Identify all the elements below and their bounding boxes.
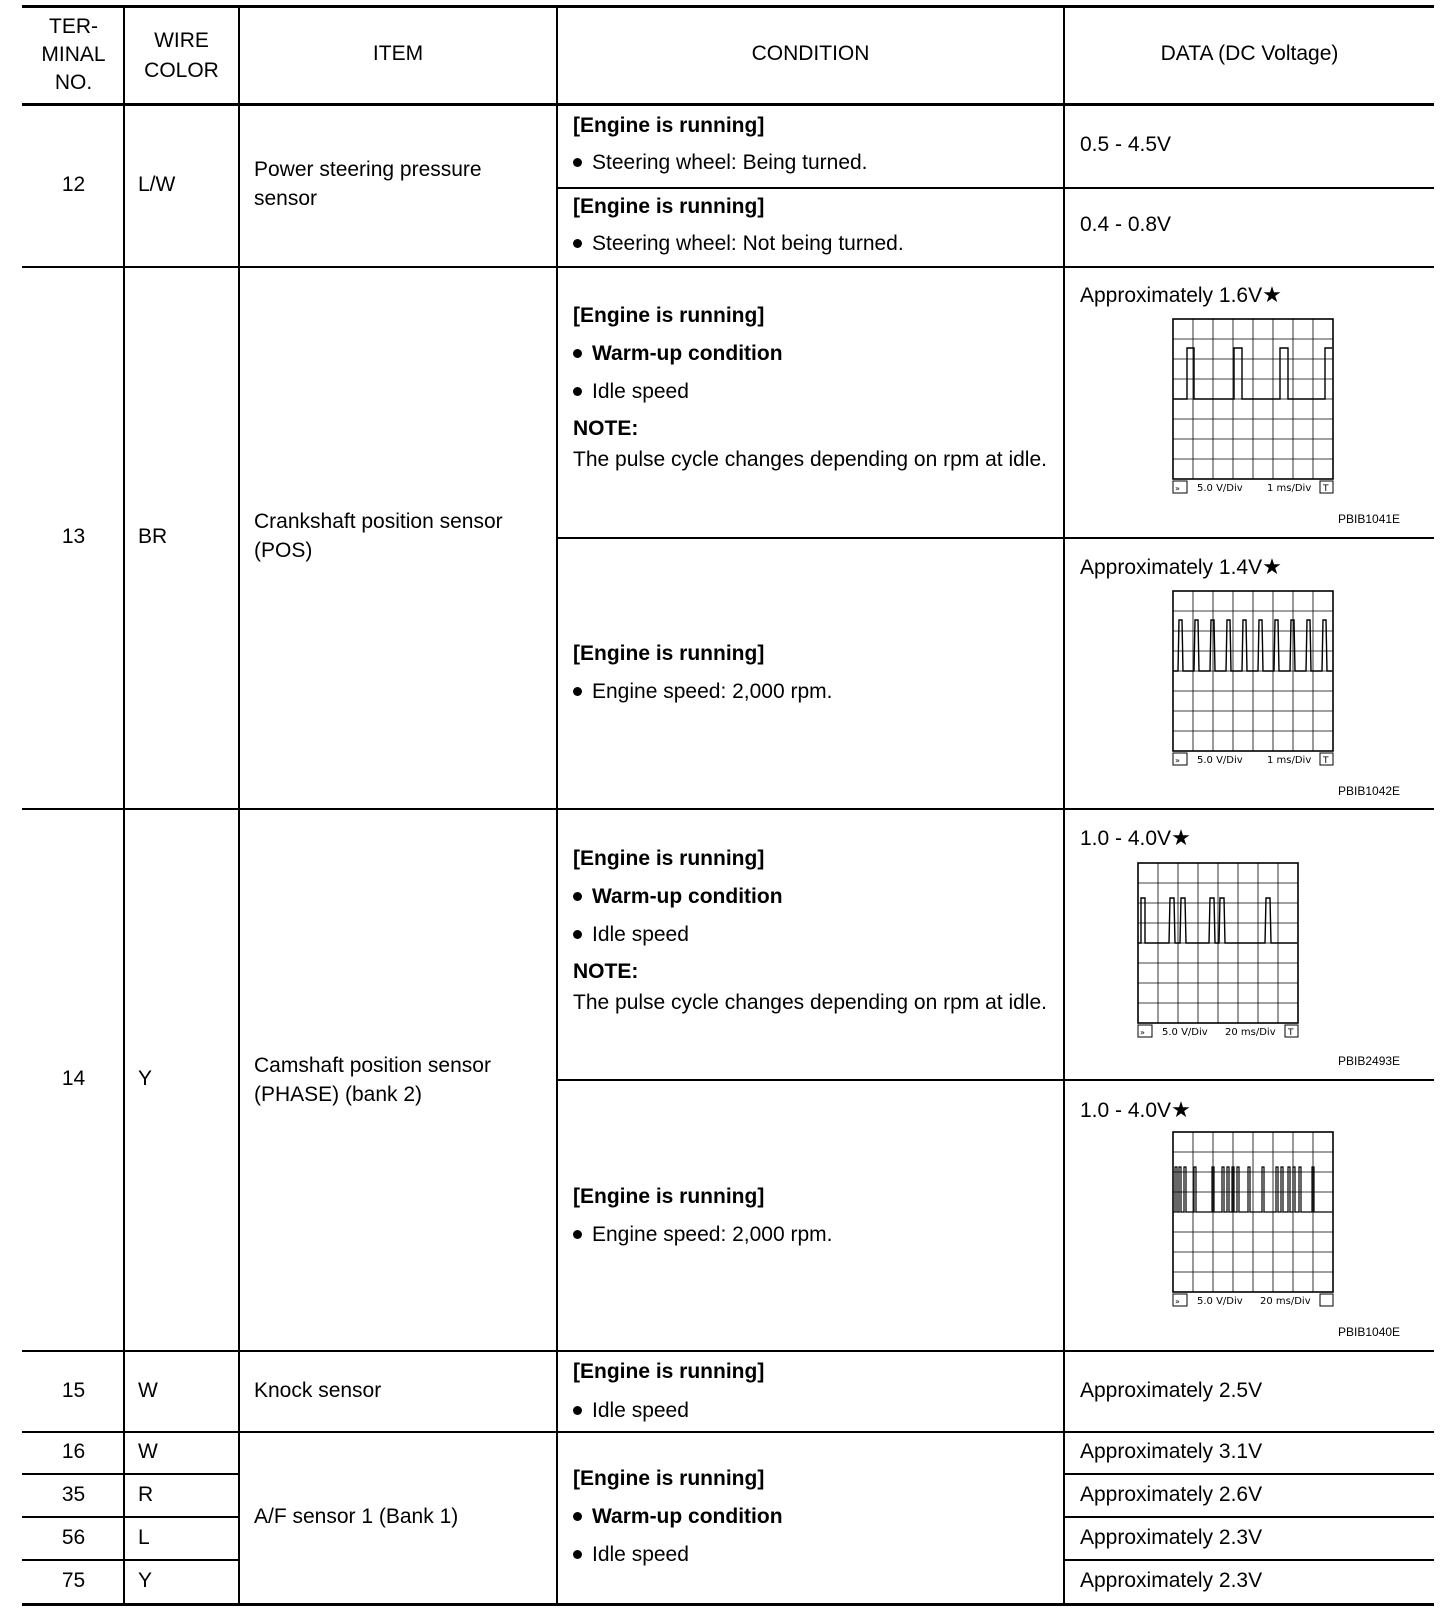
svg-text:T: T — [1323, 756, 1329, 766]
header-terminal-no: TER- MINAL NO. — [41, 15, 106, 94]
note-label: NOTE: — [573, 960, 639, 983]
figure-code: PBIB1040E — [1338, 1325, 1401, 1339]
condition-heading: [Engine is running] — [573, 114, 765, 137]
condition-bullet: Steering wheel: Not being turned. — [573, 230, 904, 258]
scope-volt-scale: 5.0 V/Div — [1197, 755, 1243, 766]
condition-heading: [Engine is running] — [573, 1185, 765, 1208]
row-divider — [1064, 1559, 1434, 1561]
condition-heading: [Engine is running] — [573, 1467, 765, 1490]
waveform-trace — [1173, 620, 1332, 671]
row-divider — [1064, 1473, 1434, 1475]
item-name-line1: Crankshaft position sensor — [254, 510, 503, 533]
star-icon: ★ — [1171, 1097, 1191, 1122]
condition-bullet: Warm-up condition — [573, 1503, 783, 1531]
row-divider — [22, 1559, 240, 1561]
table-bottom-rule — [22, 1603, 1434, 1606]
wire-color: W — [138, 1379, 158, 1402]
svg-text:T: T — [1323, 484, 1329, 494]
condition-bullet: Idle speed — [573, 921, 689, 949]
svg-text:»: » — [1175, 756, 1180, 765]
item-name-line1: Camshaft position sensor — [254, 1054, 491, 1077]
header-rule — [22, 103, 1434, 106]
figure-code: PBIB1042E — [1338, 784, 1401, 798]
condition-bullet: Idle speed — [573, 1397, 689, 1425]
figure-code: PBIB2493E — [1338, 1054, 1401, 1068]
waveform-trace — [1173, 1167, 1332, 1212]
row-divider — [22, 1350, 1434, 1352]
row-divider — [557, 537, 1434, 539]
oscilloscope-waveform — [1137, 862, 1303, 1042]
terminal-number: 35 — [61, 1483, 86, 1506]
note-text: The pulse cycle changes depending on rpm at idle. — [573, 991, 1047, 1014]
row-divider — [22, 808, 1434, 810]
oscilloscope-waveform — [1172, 590, 1338, 770]
wire-color: Y — [138, 1067, 153, 1090]
header-item: ITEM — [372, 42, 424, 65]
row-divider — [557, 1079, 1434, 1081]
star-icon: ★ — [1262, 282, 1282, 307]
data-value: Approximately 3.1V — [1080, 1440, 1263, 1463]
scope-volt-scale: 5.0 V/Div — [1162, 1027, 1208, 1038]
terminal-number: 15 — [61, 1379, 86, 1402]
item-name-line1: Power steering pressure — [254, 158, 482, 181]
terminal-number: 75 — [61, 1569, 86, 1592]
data-value: Approximately 1.6V★ — [1080, 282, 1282, 307]
column-divider — [556, 5, 558, 1606]
row-divider — [22, 1516, 240, 1518]
oscilloscope-waveform — [1172, 1131, 1338, 1311]
svg-text:»: » — [1175, 484, 1180, 493]
svg-text:»: » — [1140, 1028, 1145, 1037]
star-icon: ★ — [1171, 825, 1191, 850]
waveform-trace — [1173, 348, 1332, 399]
row-divider — [1064, 1516, 1434, 1518]
condition-bullet: Engine speed: 2,000 rpm. — [573, 678, 833, 706]
scope-time-scale: 20 ms/Div — [1260, 1296, 1311, 1307]
condition-bullet: Idle speed — [573, 378, 689, 406]
data-value: Approximately 2.5V — [1080, 1379, 1263, 1402]
condition-bullet: Warm-up condition — [573, 883, 783, 911]
note-label: NOTE: — [573, 417, 639, 440]
item-name: A/F sensor 1 (Bank 1) — [254, 1505, 459, 1528]
condition-bullet: Warm-up condition — [573, 340, 783, 368]
condition-bullet: Idle speed — [573, 1541, 689, 1569]
column-divider — [123, 5, 125, 1606]
condition-bullet: Engine speed: 2,000 rpm. — [573, 1221, 833, 1249]
header-data: DATA (DC Voltage) — [1160, 42, 1339, 65]
terminal-number: 13 — [61, 525, 86, 548]
terminal-number: 16 — [61, 1440, 86, 1463]
header-condition: CONDITION — [751, 42, 870, 65]
oscilloscope-waveform — [1172, 318, 1338, 498]
row-divider — [557, 187, 1434, 189]
scope-trigger-icon — [1320, 1294, 1333, 1306]
column-divider — [1063, 5, 1065, 1606]
scope-time-scale: 20 ms/Div — [1225, 1027, 1276, 1038]
condition-heading: [Engine is running] — [573, 195, 765, 218]
data-value: Approximately 2.3V — [1080, 1569, 1263, 1592]
figure-code: PBIB1041E — [1338, 512, 1401, 526]
terminal-number: 14 — [61, 1067, 86, 1090]
condition-heading: [Engine is running] — [573, 1360, 765, 1383]
table-top-rule — [22, 5, 1434, 8]
item-name-line2: (PHASE) (bank 2) — [254, 1083, 423, 1106]
wire-color: W — [138, 1440, 158, 1463]
item-name: Knock sensor — [254, 1379, 382, 1402]
item-name-line2: sensor — [254, 187, 318, 210]
row-divider — [22, 266, 1434, 268]
scope-volt-scale: 5.0 V/Div — [1197, 483, 1243, 494]
row-divider — [22, 1473, 240, 1475]
note-text: The pulse cycle changes depending on rpm at idle. — [573, 448, 1047, 471]
wire-color: L — [138, 1526, 150, 1549]
wire-color: Y — [138, 1569, 153, 1592]
terminal-number: 56 — [61, 1526, 86, 1549]
data-value: 0.4 - 0.8V — [1080, 213, 1172, 236]
scope-time-scale: 1 ms/Div — [1267, 755, 1312, 766]
item-name-line2: (POS) — [254, 539, 313, 562]
data-value: 1.0 - 4.0V★ — [1080, 825, 1191, 850]
wire-color: BR — [138, 525, 168, 548]
wire-color: R — [138, 1483, 154, 1506]
wire-color: L/W — [138, 173, 176, 196]
condition-bullet: Steering wheel: Being turned. — [573, 149, 868, 177]
condition-heading: [Engine is running] — [573, 847, 765, 870]
scope-volt-scale: 5.0 V/Div — [1197, 1296, 1243, 1307]
row-divider — [22, 1431, 1434, 1433]
scope-time-scale: 1 ms/Div — [1267, 483, 1312, 494]
data-value: 1.0 - 4.0V★ — [1080, 1097, 1191, 1122]
header-wire-color: WIRE COLOR — [144, 29, 219, 82]
data-value: Approximately 1.4V★ — [1080, 554, 1282, 579]
condition-heading: [Engine is running] — [573, 642, 765, 665]
data-value: 0.5 - 4.5V — [1080, 133, 1172, 156]
star-icon: ★ — [1262, 554, 1282, 579]
svg-text:T: T — [1288, 1028, 1294, 1038]
data-value: Approximately 2.3V — [1080, 1526, 1263, 1549]
condition-heading: [Engine is running] — [573, 304, 765, 327]
waveform-trace — [1138, 898, 1297, 943]
svg-text:»: » — [1175, 1297, 1180, 1306]
terminal-number: 12 — [61, 173, 86, 196]
column-divider — [238, 5, 240, 1606]
data-value: Approximately 2.6V — [1080, 1483, 1263, 1506]
